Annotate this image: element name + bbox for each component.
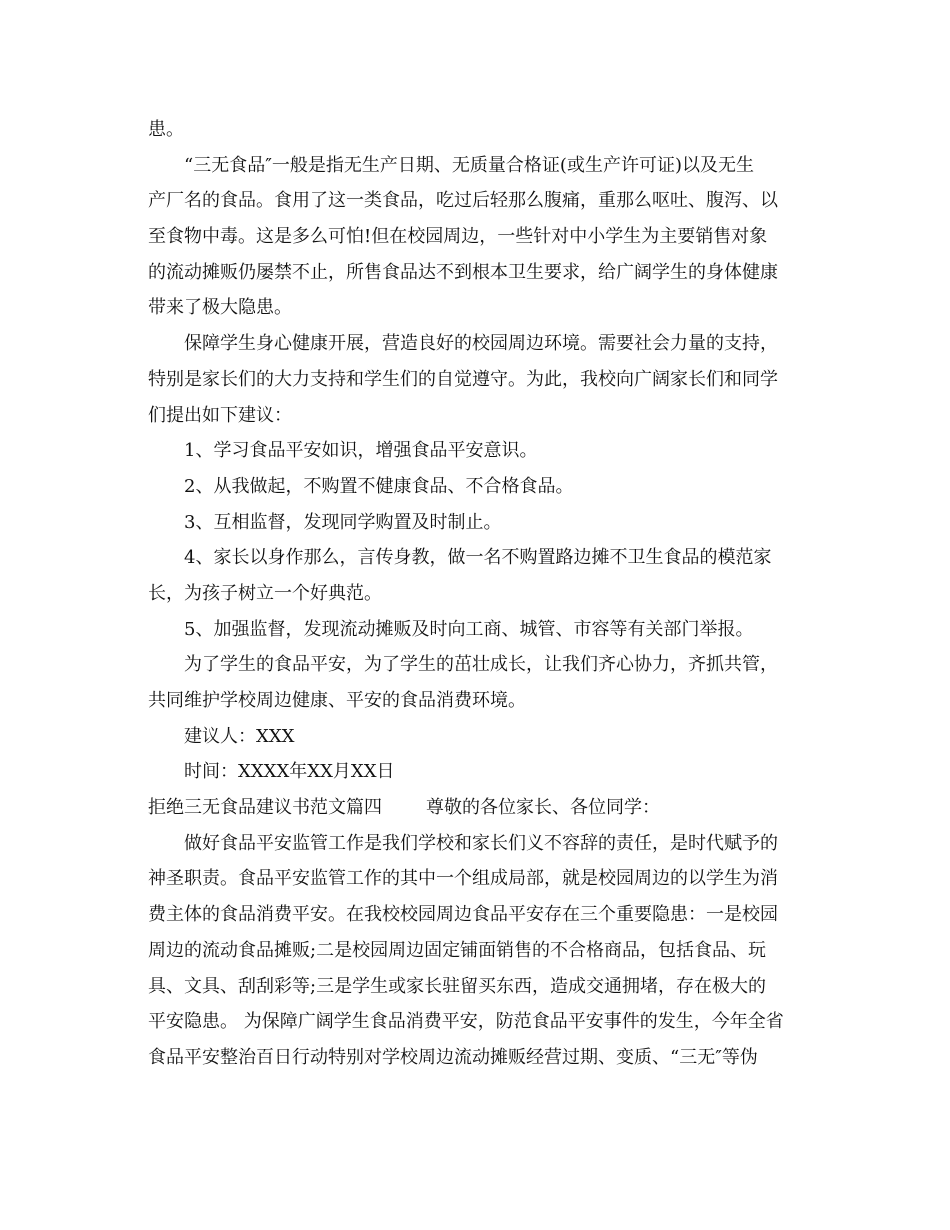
text-line: 2、从我做起，不购置不健康食品、不合格食品。: [184, 475, 574, 497]
text-line: 食品平安整治百日行动特别对学校周边流动摊贩经营过期、变质、“三无″等伪: [148, 1046, 758, 1068]
text-line: 具、文具、刮刮彩等;三是学生或家长驻留买东西，造成交通拥堵，存在极大的: [148, 975, 767, 997]
text-line: 为了学生的食品平安，为了学生的茁壮成长，让我们齐心协力，齐抓共管，: [184, 654, 778, 676]
text-line: 平安隐患。 为保障广阔学生食品消费平安，防范食品平安事件的发生，今年全省: [148, 1011, 784, 1033]
text-line: 1、学习食品平安如识，增强食品平安意识。: [184, 440, 538, 462]
text-line: 带来了极大隐患。: [148, 297, 292, 319]
text-line: 周边的流动食品摊贩;二是校园周边固定铺面销售的不合格商品，包括食品、玩: [148, 939, 767, 961]
text-line: 产厂名的食品。食用了这一类食品，吃过后轻那么腹痛，重那么呕吐、腹泻、以: [148, 190, 778, 212]
text-line: 神圣职责。食品平安监管工作的其中一个组成局部，就是校园周边的以学生为消: [148, 868, 778, 890]
text-line: 4、家长以身作那么，言传身教，做一名不购置路边摊不卫生食品的模范家: [184, 547, 772, 569]
document-body: [148, 112, 808, 1076]
signature-line: 建议人：XXX: [184, 725, 295, 747]
text-line: 们提出如下建议：: [148, 404, 292, 426]
date-line: 时间：XXXX年XX月XX日: [184, 761, 395, 783]
text-line: 5、加强监督，发现流动摊贩及时向工商、城管、市容等有关部门举报。: [184, 618, 754, 640]
text-line: 至食物中毒。这是多么可怕!但在校园周边，一些针对中小学生为主要销售对象: [148, 226, 768, 248]
text-line: 3、互相监督，发现同学购置及时制止。: [184, 511, 502, 533]
text-line: “三无食品″一般是指无生产日期、无质量合格证(或生产许可证)以及无生: [184, 154, 754, 176]
section-heading: 拒绝三无食品建议书范文篇四: [148, 797, 382, 819]
text-line: 保障学生身心健康开展，营造良好的校园周边环境。需要社会力量的支持，: [184, 333, 778, 355]
text-line: 做好食品平安监管工作是我们学校和家长们义不容辞的责任，是时代赋予的: [184, 832, 778, 854]
salutation: 尊敬的各位家长、各位同学：: [426, 797, 660, 819]
text-line: 特别是家长们的大力支持和学生们的自觉遵守。为此，我校向广阔家长们和同学: [148, 368, 778, 390]
text-line: 费主体的食品消费平安。在我校校园周边食品平安存在三个重要隐患：一是校园: [148, 904, 778, 926]
text-line: 共同维护学校周边健康、平安的食品消费环境。: [148, 690, 526, 711]
text-line: 的流动摊贩仍屡禁不止，所售食品达不到根本卫生要求，给广阔学生的身体健康: [148, 261, 778, 283]
section-heading-line: [148, 790, 808, 826]
text-line: 长，为孩子树立一个好典范。: [148, 582, 382, 604]
text-line: 患。: [148, 119, 184, 140]
